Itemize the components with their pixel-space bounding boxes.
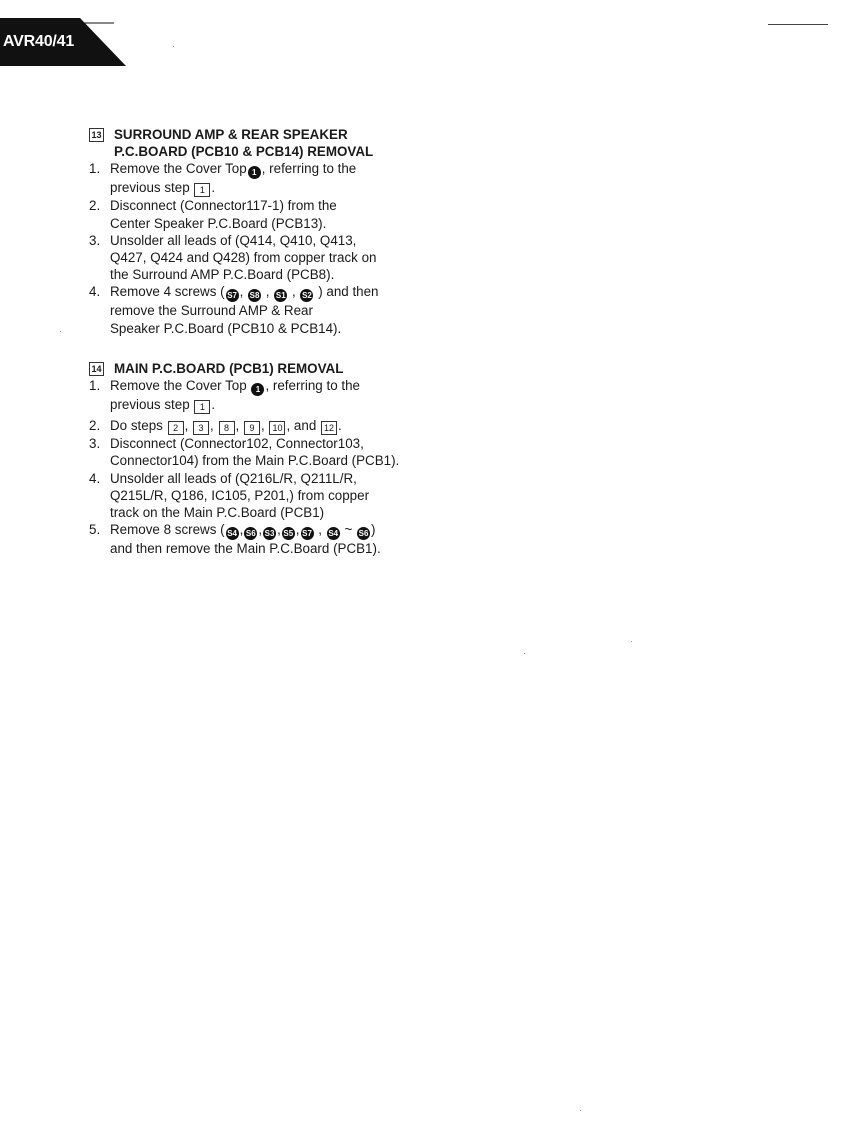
- s13-step-2: 2. Disconnect (Connector117-1) from the Center Speaker P.C.Board (PCB13).: [89, 198, 337, 231]
- step-ref-box: 2: [168, 421, 184, 435]
- step-ref-box: 12: [321, 421, 337, 435]
- cover-top-badge-icon: 1: [251, 383, 264, 396]
- screw-badge-icon: S7: [302, 529, 312, 539]
- scan-speck: [60, 331, 61, 332]
- scan-speck: [580, 1110, 581, 1111]
- s13-step-3: 3. Unsolder all leads of (Q414, Q410, Q413, Q427, Q424 and Q428) from copper track on the Surround AMP P.C.Board (PCB8).: [89, 232, 377, 283]
- s13-step-4: 4. Remove 4 screws ( S7 , S8 , S1 , S2 ) and then remove the Surround AMP & Rear Speaker P.C.Board (PCB10 & PCB14).: [89, 284, 379, 336]
- scan-speck: [524, 653, 525, 654]
- s13-step-1: 1. Remove the Cover Top 1 , referring to the previous step 1 .: [89, 161, 357, 196]
- step-ref-box: 8: [219, 421, 235, 435]
- section-13: [89, 126, 379, 337]
- screw-badge-icon: S4: [328, 529, 339, 539]
- screw-badge-icon: S1: [275, 291, 286, 301]
- section-13-title-2: P.C.BOARD (PCB10 & PCB14) REMOVAL: [114, 144, 374, 160]
- cover-top-badge-icon: 1: [248, 166, 261, 179]
- s14-step-2: 2. Do steps 2 , 3 , 8 , 9 , 10 , and 12 .: [89, 418, 342, 434]
- header-rule: [768, 24, 828, 25]
- s14-step-1: 1. Remove the Cover Top 1 , referring to the previous step 1 .: [89, 378, 360, 413]
- screw-badge-icon: S2: [302, 291, 312, 301]
- section-13-number: 13: [89, 128, 104, 142]
- screw-badge-icon: S6: [245, 529, 256, 539]
- step-ref-box: 1: [194, 183, 210, 197]
- screw-badge-icon: S8: [249, 291, 260, 301]
- screw-badge-icon: S5: [283, 529, 294, 539]
- section-13-title-1: SURROUND AMP & REAR SPEAKER: [114, 127, 348, 142]
- section-14-number: 14: [89, 362, 104, 376]
- scan-speck: [631, 641, 632, 642]
- screw-badge-icon: S4: [227, 529, 237, 539]
- s14-step-5: 5. Remove 8 screws ( S4 , S6 , S3 , S5 , S7 , S4 ~ S6 ) and then remove the Main P.C.Board (PCB1).: [89, 522, 381, 557]
- screw-badge-icon: S6: [358, 529, 369, 539]
- s14-step-4: 4. Unsolder all leads of (Q216L/R, Q211L/R, Q215L/R, Q186, IC105, P201,) from copper track on the Main P.C.Board (PCB1): [89, 470, 370, 521]
- scan-speck: [173, 46, 174, 47]
- section-14: [89, 360, 399, 557]
- model-tab-label: AVR40/41: [3, 33, 75, 50]
- step-ref-box: 3: [193, 421, 209, 435]
- step-ref-box: 9: [244, 421, 260, 435]
- section-14-title: MAIN P.C.BOARD (PCB1) REMOVAL: [114, 361, 344, 376]
- step-ref-box: 1: [194, 400, 210, 414]
- step-ref-box: 10: [269, 421, 285, 435]
- screw-badge-icon: S3: [264, 529, 275, 539]
- s14-step-3: 3. Disconnect (Connector102, Connector103, Connector104) from the Main P.C.Board (PCB1).: [89, 436, 400, 469]
- screw-badge-icon: S7: [227, 291, 237, 301]
